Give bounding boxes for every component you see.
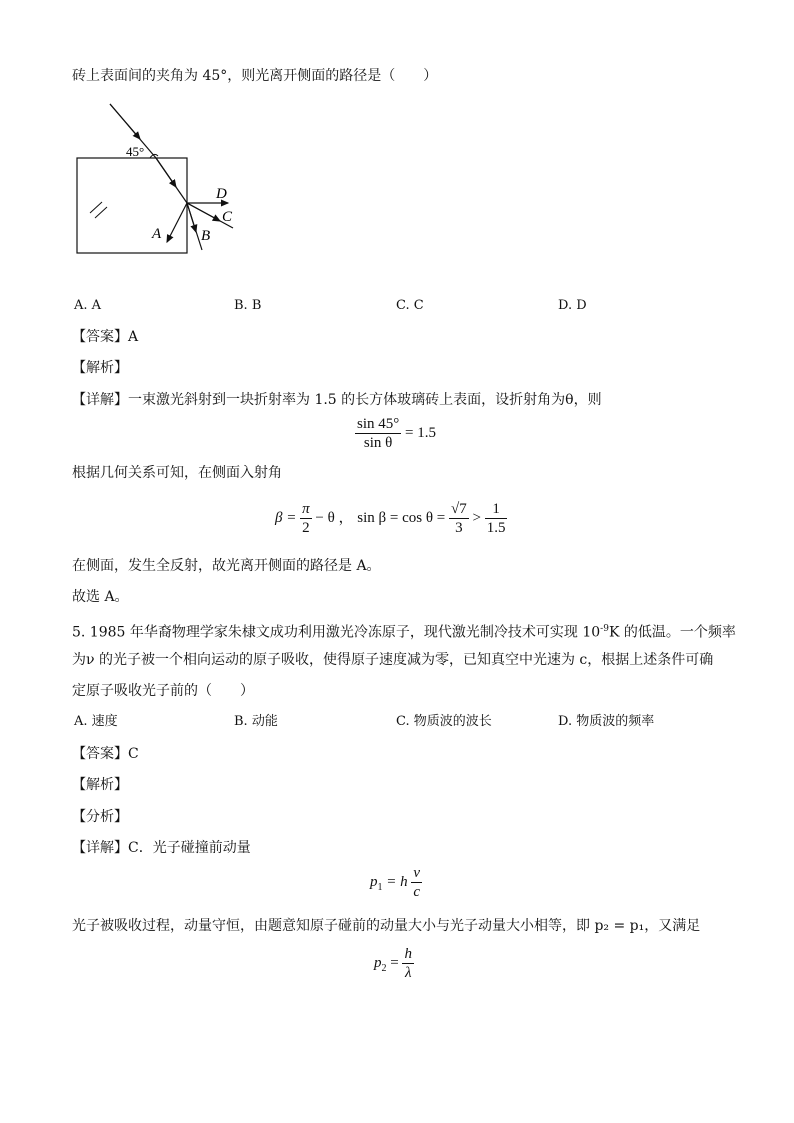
q4-conclusion: 在侧面，发生全反射，故光离开侧面的路径是 A。 <box>72 558 381 574</box>
q5-line-2: 为ν 的光子被一个相向运动的原子吸收，使得原子速度减为零，已知真空中光速为 c，根据上述条件可确 <box>72 652 714 668</box>
q5-option-a: A. 速度 <box>74 714 118 729</box>
q4-analysis: 【解析】 <box>72 360 128 376</box>
q5-detail: 【详解】C．光子碰撞前动量 <box>72 840 251 856</box>
q4-answer: 【答案】A <box>72 329 139 345</box>
q5-equation-1: $p_1 = h$ $\frac{\nu}{c}$ <box>370 865 421 900</box>
q4-stem-tail: 砖上表面间的夹角为 45°，则光离开侧面的路径是（ ） <box>72 68 438 84</box>
q4-detail-intro: 【详解】一束激光斜射到一块折射率为 1.5 的长方体玻璃砖上表面，设折射角为θ，则 <box>72 392 602 408</box>
refraction-figure <box>70 100 270 260</box>
q5-answer: 【答案】C <box>72 746 139 762</box>
q4-equation-2: β = $\frac{\pi}{2}$ − θ ， sin β = cos θ = $\frac{√7}{3}$ > $\frac{1}{1.5}$ <box>275 501 506 536</box>
q5-option-d: D. 物质波的频率 <box>558 714 655 729</box>
glass-block <box>77 158 187 253</box>
label-D: D <box>216 186 227 202</box>
q4-option-d: D. D <box>558 298 587 313</box>
q4-geometry-text: 根据几何关系可知，在侧面入射角 <box>72 465 282 481</box>
q4-option-b: B. B <box>234 298 262 313</box>
q5-line-3: 定原子吸收光子前的（ ） <box>72 683 254 699</box>
label-A: A <box>152 226 162 242</box>
ray-A <box>167 203 187 242</box>
q5-text-2: 光子被吸收过程，动量守恒，由题意知原子碰前的动量大小与光子动量大小相等，即 p₂ = p₁，又满足 <box>72 918 701 934</box>
q5-equation-2: $p_2$ = $\frac{h}{\lambda}$ <box>374 946 412 981</box>
q4-equation-1: $\frac{\sin 45^\circ}{\text{sin θ}}$ = 1.5 <box>357 416 436 451</box>
q5-analysis: 【解析】 <box>72 777 128 793</box>
q5-option-b: B. 动能 <box>234 714 278 729</box>
q5-option-c: C. 物质波的波长 <box>396 714 492 729</box>
q4-choose: 故选 A。 <box>72 589 129 605</box>
angle-label: 45° <box>126 144 145 159</box>
label-C: C <box>222 209 233 225</box>
label-B: B <box>201 228 211 244</box>
q4-option-c: C. C <box>396 298 424 313</box>
q5-line-1: 5. 1985 年华裔物理学家朱棣文成功利用激光冷冻原子，现代激光制冷技术可实现 $10^{-9}K$ 的低温。一个频率 <box>72 624 736 641</box>
q5-fenxi: 【分析】 <box>72 809 128 825</box>
q4-option-a: A. A <box>74 298 102 313</box>
